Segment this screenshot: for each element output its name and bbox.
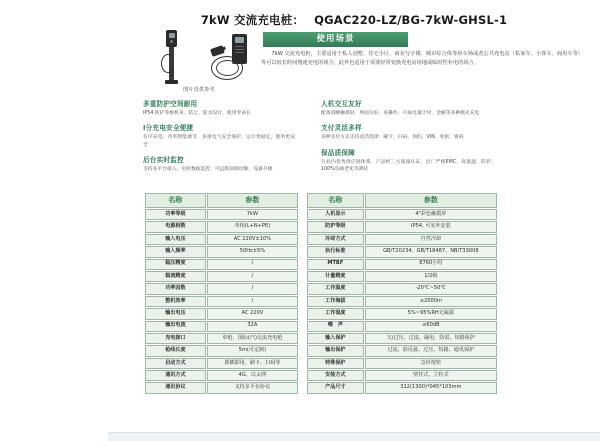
spec-value: /	[207, 283, 298, 294]
table-row	[307, 221, 497, 232]
spec-name: 充电接口	[145, 333, 206, 344]
spec-value: ≤2000m	[365, 296, 497, 307]
spec-value: 4"彩色触摸屏	[365, 209, 497, 220]
table-row	[145, 358, 298, 369]
spec-table-left	[144, 192, 299, 395]
table-row	[307, 296, 497, 307]
table-header-row	[307, 193, 497, 208]
product-photo	[143, 28, 255, 88]
spec-value: 欠/过压、过流、漏电、防雷、短路保护	[365, 333, 497, 344]
table-header-row	[145, 193, 298, 208]
spec-name: 执行标准	[307, 246, 364, 257]
spec-value: 单枪、国标(汽)交流充电枪	[207, 333, 298, 344]
table-row	[307, 333, 497, 344]
table-row	[307, 358, 497, 369]
table-row	[307, 234, 497, 245]
table-row	[307, 382, 497, 393]
spec-value: IP54, 可室外安装	[365, 221, 497, 232]
feature-body: 支持多平台接入、实时数据监控、可远程故障诊断、设备升级	[143, 167, 273, 173]
spec-value: 312(1300)*045*103mm	[365, 382, 497, 393]
table-row	[307, 283, 497, 294]
feature-block	[321, 100, 496, 118]
table-row	[307, 271, 497, 282]
column-header-name: 名称	[145, 193, 206, 208]
charging-pile-pole-icon	[165, 30, 178, 84]
table-row	[145, 246, 298, 257]
spec-name: 通讯方式	[145, 370, 206, 381]
spec-name: 冷却方式	[307, 234, 364, 245]
spec-name: 输出电压	[145, 308, 206, 319]
feature-body: 多种支付方式支持灵活选择：刷卡、扫码、预约、VIN、免密、密码	[321, 135, 464, 141]
page-title	[108, 12, 600, 28]
spec-value: 50Hz±5%	[207, 246, 298, 257]
spec-name: 输入频率	[145, 246, 206, 257]
table-row	[307, 370, 497, 381]
feature-heading: 支付灵活多样	[321, 124, 362, 133]
spec-value: -20℃~50℃	[365, 283, 497, 294]
table-row	[145, 234, 298, 245]
usage-scenario-text: 7kW 交流充电桩，主要适用于私人别墅、住宅小区、商业写字楼、城市综合体等停车场或者公共充电站（私家车、小客车、商用车等）等可以较长时间慢速充电的场合，此外也适用于需要经常变换充电站场地或临时性补电的场合。	[261, 51, 583, 66]
table-row	[145, 333, 298, 344]
spec-name: 计量精度	[307, 271, 364, 282]
spec-value: 7kW	[207, 209, 298, 220]
column-header-value: 参数	[207, 193, 298, 208]
spec-value: /	[207, 296, 298, 307]
feature-heading: 保品质保障	[321, 148, 355, 157]
spec-name: 通讯协议	[145, 382, 206, 393]
spec-name: 稳压精度	[145, 259, 206, 270]
feature-heading: 人机交互友好	[321, 100, 362, 108]
spec-name: 输入电压	[145, 234, 206, 245]
spec-name: 输出保护	[307, 345, 364, 356]
spec-name: 启动方式	[145, 358, 206, 369]
spec-name: 防护等级	[307, 221, 364, 232]
spec-table-right-body	[307, 209, 497, 394]
spec-value: /	[207, 259, 298, 270]
table-row	[307, 345, 497, 356]
spec-name: 功率等级	[145, 209, 206, 220]
spec-table-left-body	[145, 209, 298, 394]
charging-pile-wall-icon	[205, 34, 251, 84]
spec-name: 工作温度	[307, 283, 364, 294]
spec-name: 安装方式	[307, 370, 364, 381]
spec-value: ≤60dB	[365, 321, 497, 332]
spec-value: 5%~95%RH无凝露	[365, 308, 497, 319]
spec-name: 产品尺寸	[307, 382, 364, 393]
table-row	[145, 382, 298, 393]
spec-name: 电源相数	[145, 221, 206, 232]
feature-heading: 多重防护空间耐用	[143, 100, 198, 108]
spec-value: 8760小时	[365, 259, 497, 270]
usage-scenario-banner: 使用场景	[263, 32, 408, 47]
spec-value: 1/2级	[365, 271, 497, 282]
spec-name: 工作海拔	[307, 296, 364, 307]
table-row	[307, 321, 497, 332]
table-row	[145, 370, 298, 381]
spec-value: 过流、防反接、过压、短路、通讯保护	[365, 345, 497, 356]
table-row	[145, 209, 298, 220]
page-title-model: QGAC220-LZ/BG-7kW-GHSL-1	[314, 13, 508, 27]
table-row	[145, 296, 298, 307]
table-row	[145, 271, 298, 282]
table-row	[145, 345, 298, 356]
spec-value: AC 220V	[207, 308, 298, 319]
spec-value: 5m(可定制)	[207, 345, 298, 356]
spec-name: 输入保护	[307, 333, 364, 344]
spec-value: /	[207, 271, 298, 282]
table-row	[145, 308, 298, 319]
table-row	[307, 209, 497, 220]
column-header-name: 名称	[307, 193, 364, 208]
feature-body: 有序充电、功率智能调节、多重电气安全保护，运行更稳定，使用更安全	[143, 135, 295, 149]
feature-heading: I分充电安全便捷	[143, 124, 194, 133]
features-column-right	[321, 100, 496, 181]
spec-name: 人机显示	[307, 209, 364, 220]
features-column-left	[143, 100, 295, 181]
feature-block	[321, 149, 496, 175]
feature-body: IP54 防护等级机身、防尘、防水设计，使用寿命长	[143, 111, 251, 117]
spec-value: 单相(L+N+PE)	[207, 221, 298, 232]
table-row	[307, 246, 497, 257]
page-title-product: 7kW 交流充电桩：	[200, 13, 305, 27]
spec-name: 枪线长度	[145, 345, 206, 356]
table-row	[145, 321, 298, 332]
spec-name: 工作湿度	[307, 308, 364, 319]
feature-body: 配备清晰触摸屏、界面友好、易操作、可按电量计时、金额等多种模式充电	[321, 111, 480, 117]
spec-name: 功率因数	[145, 283, 206, 294]
table-row	[307, 259, 497, 270]
spec-value: 32A	[207, 321, 298, 332]
feature-heading: 后台实时监控	[143, 156, 184, 165]
document-page	[108, 0, 600, 440]
spec-value: 自然冷却	[365, 234, 497, 245]
spec-name: 输出电流	[145, 321, 206, 332]
spec-name: 特殊保护	[307, 358, 364, 369]
feature-block	[321, 124, 496, 142]
table-row	[145, 259, 298, 270]
spec-name: MTBF	[307, 259, 364, 270]
spec-value: GB/T20234、GB/T18487、NB/T33008	[365, 246, 497, 257]
viewer-left-gutter	[0, 0, 109, 440]
spec-value: 壁挂式、立柱式	[365, 370, 497, 381]
feature-block	[143, 100, 295, 118]
hero-section	[143, 28, 588, 96]
spec-value: 即插即用、刷卡、扫码等	[207, 358, 298, 369]
photo-caption: 图片仅供参考	[183, 87, 215, 93]
spec-value: 4G、以太网	[207, 370, 298, 381]
spec-name: 噪 声	[307, 321, 364, 332]
table-row	[145, 283, 298, 294]
spec-value: 支持多平台协议	[207, 382, 298, 393]
spec-value: AC 220V±10%	[207, 234, 298, 245]
column-header-value: 参数	[365, 193, 497, 208]
spec-table-right	[306, 192, 498, 395]
spec-name: 整机效率	[145, 296, 206, 307]
spec-value: 急停按钮	[365, 358, 497, 369]
feature-block	[143, 124, 295, 150]
table-row	[145, 221, 298, 232]
feature-body: 行业内优秀供应链体系、产品经三方质量认证、出厂严格EMC、高低温、防护、100%负载老化等测试	[321, 159, 496, 173]
spec-name: 稳流精度	[145, 271, 206, 282]
table-row	[307, 308, 497, 319]
feature-block	[143, 156, 295, 174]
